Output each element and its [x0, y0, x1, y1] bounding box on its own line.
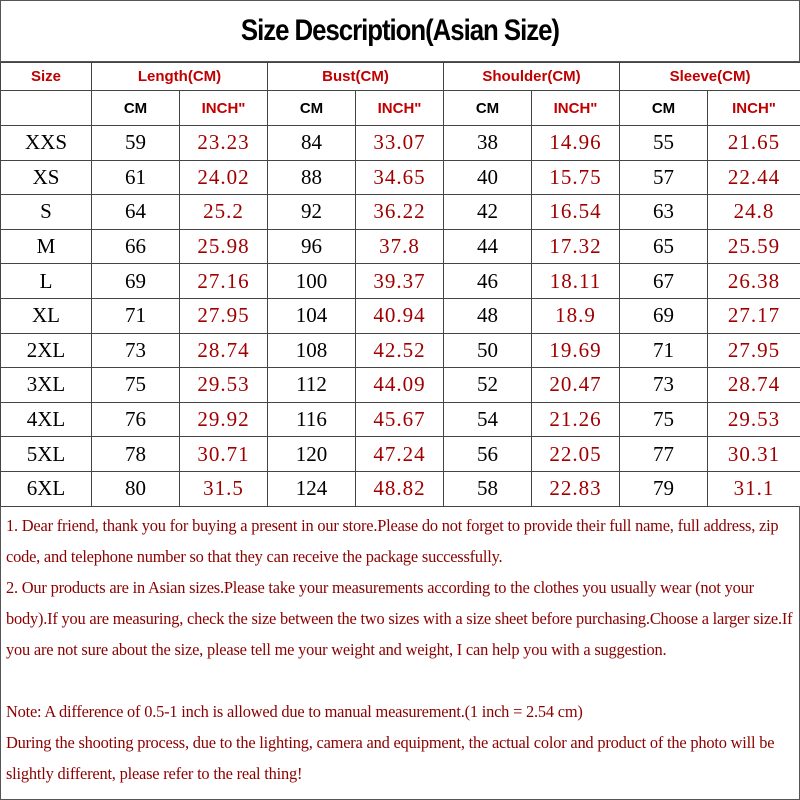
bust-inch-cell: 47.24	[356, 437, 444, 472]
bust-inch-cell: 44.09	[356, 368, 444, 403]
title-banner	[0, 0, 800, 62]
shoulder-inch-cell: 20.47	[532, 368, 620, 403]
table-row	[1, 160, 800, 195]
sleeve-inch-unit: INCH"	[708, 91, 800, 126]
length-inch-cell: 23.23	[180, 126, 268, 161]
shoulder-inch-cell: 21.26	[532, 402, 620, 437]
shoulder-cm-cell: 42	[444, 195, 532, 230]
bust-inch-cell: 40.94	[356, 298, 444, 333]
size-header: Size	[1, 63, 92, 91]
sleeve-inch-cell: 27.17	[708, 298, 800, 333]
size-cell: XL	[1, 298, 92, 333]
length-cm-cell: 75	[92, 368, 180, 403]
length-inch-cell: 29.92	[180, 402, 268, 437]
shoulder-cm-cell: 50	[444, 333, 532, 368]
sleeve-inch-cell: 27.95	[708, 333, 800, 368]
sleeve-inch-cell: 29.53	[708, 402, 800, 437]
bust-inch-cell: 34.65	[356, 160, 444, 195]
sleeve-cm-cell: 65	[620, 229, 708, 264]
shoulder-inch-cell: 18.11	[532, 264, 620, 299]
shoulder-inch-cell: 22.83	[532, 471, 620, 506]
page-title: Size Description(Asian Size)	[240, 14, 560, 47]
header-unit-row	[1, 91, 800, 126]
sleeve-cm-cell: 67	[620, 264, 708, 299]
shoulder-inch-cell: 14.96	[532, 126, 620, 161]
sleeve-inch-cell: 26.38	[708, 264, 800, 299]
bust-cm-cell: 96	[268, 229, 356, 264]
sleeve-inch-cell: 30.31	[708, 437, 800, 472]
length-cm-cell: 69	[92, 264, 180, 299]
length-cm-cell: 73	[92, 333, 180, 368]
bust-cm-cell: 84	[268, 126, 356, 161]
length-cm-cell: 64	[92, 195, 180, 230]
sleeve-cm-cell: 63	[620, 195, 708, 230]
sleeve-inch-cell: 25.59	[708, 229, 800, 264]
table-row	[1, 229, 800, 264]
sleeve-cm-cell: 75	[620, 402, 708, 437]
length-inch-cell: 27.16	[180, 264, 268, 299]
sleeve-cm-cell: 71	[620, 333, 708, 368]
sleeve-cm-unit: CM	[620, 91, 708, 126]
shoulder-inch-cell: 16.54	[532, 195, 620, 230]
size-cell: L	[1, 264, 92, 299]
length-inch-cell: 27.95	[180, 298, 268, 333]
note-3: Note: A difference of 0.5-1 inch is allowed due to manual measurement.(1 inch = 2.54 cm)	[6, 702, 583, 721]
bust-cm-cell: 108	[268, 333, 356, 368]
bust-cm-unit: CM	[268, 91, 356, 126]
bust-inch-cell: 39.37	[356, 264, 444, 299]
shoulder-inch-cell: 15.75	[532, 160, 620, 195]
length-inch-unit: INCH"	[180, 91, 268, 126]
size-cell: XS	[1, 160, 92, 195]
table-row	[1, 264, 800, 299]
bust-inch-cell: 37.8	[356, 229, 444, 264]
length-cm-cell: 78	[92, 437, 180, 472]
sleeve-inch-cell: 22.44	[708, 160, 800, 195]
bust-cm-cell: 120	[268, 437, 356, 472]
note-2: 2. Our products are in Asian sizes.Please take your measurements according to the clothes you usually wear (not your body).If you are measuring, check the size between the two sizes with a size sheet before purchasing.Choose a larger size.If you are not sure about the size, please tell me your weight and weight, I can help you with a suggestion.	[6, 578, 793, 659]
table-row	[1, 471, 800, 506]
shoulder-cm-cell: 40	[444, 160, 532, 195]
length-inch-cell: 25.2	[180, 195, 268, 230]
bust-cm-cell: 116	[268, 402, 356, 437]
length-cm-cell: 71	[92, 298, 180, 333]
length-cm-cell: 61	[92, 160, 180, 195]
size-cell: 5XL	[1, 437, 92, 472]
shoulder-cm-cell: 46	[444, 264, 532, 299]
length-cm-cell: 76	[92, 402, 180, 437]
shoulder-inch-cell: 18.9	[532, 298, 620, 333]
notes-spacer	[6, 665, 793, 696]
length-inch-cell: 30.71	[180, 437, 268, 472]
sleeve-inch-cell: 31.1	[708, 471, 800, 506]
shoulder-cm-cell: 48	[444, 298, 532, 333]
shoulder-cm-cell: 54	[444, 402, 532, 437]
sleeve-cm-cell: 55	[620, 126, 708, 161]
shoulder-header: Shoulder(CM)	[444, 63, 620, 91]
table-row	[1, 126, 800, 161]
note-4: During the shooting process, due to the lighting, camera and equipment, the actual color and product of the photo will be slightly different, please refer to the real thing!	[6, 733, 775, 783]
length-inch-cell: 31.5	[180, 471, 268, 506]
length-inch-cell: 25.98	[180, 229, 268, 264]
shoulder-inch-cell: 22.05	[532, 437, 620, 472]
shoulder-cm-unit: CM	[444, 91, 532, 126]
sleeve-cm-cell: 69	[620, 298, 708, 333]
table-row	[1, 333, 800, 368]
bust-cm-cell: 124	[268, 471, 356, 506]
bust-cm-cell: 104	[268, 298, 356, 333]
shoulder-inch-unit: INCH"	[532, 91, 620, 126]
bust-inch-cell: 36.22	[356, 195, 444, 230]
bust-cm-cell: 88	[268, 160, 356, 195]
shoulder-cm-cell: 52	[444, 368, 532, 403]
notes-section	[0, 506, 800, 800]
length-cm-cell: 66	[92, 229, 180, 264]
size-cell: XXS	[1, 126, 92, 161]
length-header: Length(CM)	[92, 63, 268, 91]
length-inch-cell: 28.74	[180, 333, 268, 368]
sleeve-cm-cell: 73	[620, 368, 708, 403]
bust-cm-cell: 112	[268, 368, 356, 403]
table-row	[1, 298, 800, 333]
table-row	[1, 437, 800, 472]
sleeve-inch-cell: 24.8	[708, 195, 800, 230]
length-cm-cell: 80	[92, 471, 180, 506]
note-1: 1. Dear friend, thank you for buying a present in our store.Please do not forget to provide their full name, full address, zip code, and telephone number so that they can receive the package successfully.	[6, 516, 779, 566]
sleeve-inch-cell: 28.74	[708, 368, 800, 403]
header-group-row	[1, 63, 800, 91]
sleeve-cm-cell: 77	[620, 437, 708, 472]
shoulder-inch-cell: 19.69	[532, 333, 620, 368]
bust-inch-cell: 33.07	[356, 126, 444, 161]
shoulder-cm-cell: 56	[444, 437, 532, 472]
sleeve-cm-cell: 57	[620, 160, 708, 195]
table-row	[1, 402, 800, 437]
bust-header: Bust(CM)	[268, 63, 444, 91]
table-row	[1, 195, 800, 230]
bust-cm-cell: 100	[268, 264, 356, 299]
length-cm-cell: 59	[92, 126, 180, 161]
shoulder-inch-cell: 17.32	[532, 229, 620, 264]
shoulder-cm-cell: 44	[444, 229, 532, 264]
size-cell: 4XL	[1, 402, 92, 437]
shoulder-cm-cell: 58	[444, 471, 532, 506]
size-cell: M	[1, 229, 92, 264]
bust-inch-cell: 48.82	[356, 471, 444, 506]
bust-cm-cell: 92	[268, 195, 356, 230]
sleeve-cm-cell: 79	[620, 471, 708, 506]
size-cell: 2XL	[1, 333, 92, 368]
length-inch-cell: 29.53	[180, 368, 268, 403]
unit-blank	[1, 91, 92, 126]
length-inch-cell: 24.02	[180, 160, 268, 195]
size-table	[0, 62, 800, 507]
size-cell: 6XL	[1, 471, 92, 506]
table-row	[1, 368, 800, 403]
bust-inch-cell: 42.52	[356, 333, 444, 368]
shoulder-cm-cell: 38	[444, 126, 532, 161]
length-cm-unit: CM	[92, 91, 180, 126]
size-cell: 3XL	[1, 368, 92, 403]
size-cell: S	[1, 195, 92, 230]
sleeve-header: Sleeve(CM)	[620, 63, 800, 91]
sleeve-inch-cell: 21.65	[708, 126, 800, 161]
bust-inch-cell: 45.67	[356, 402, 444, 437]
bust-inch-unit: INCH"	[356, 91, 444, 126]
